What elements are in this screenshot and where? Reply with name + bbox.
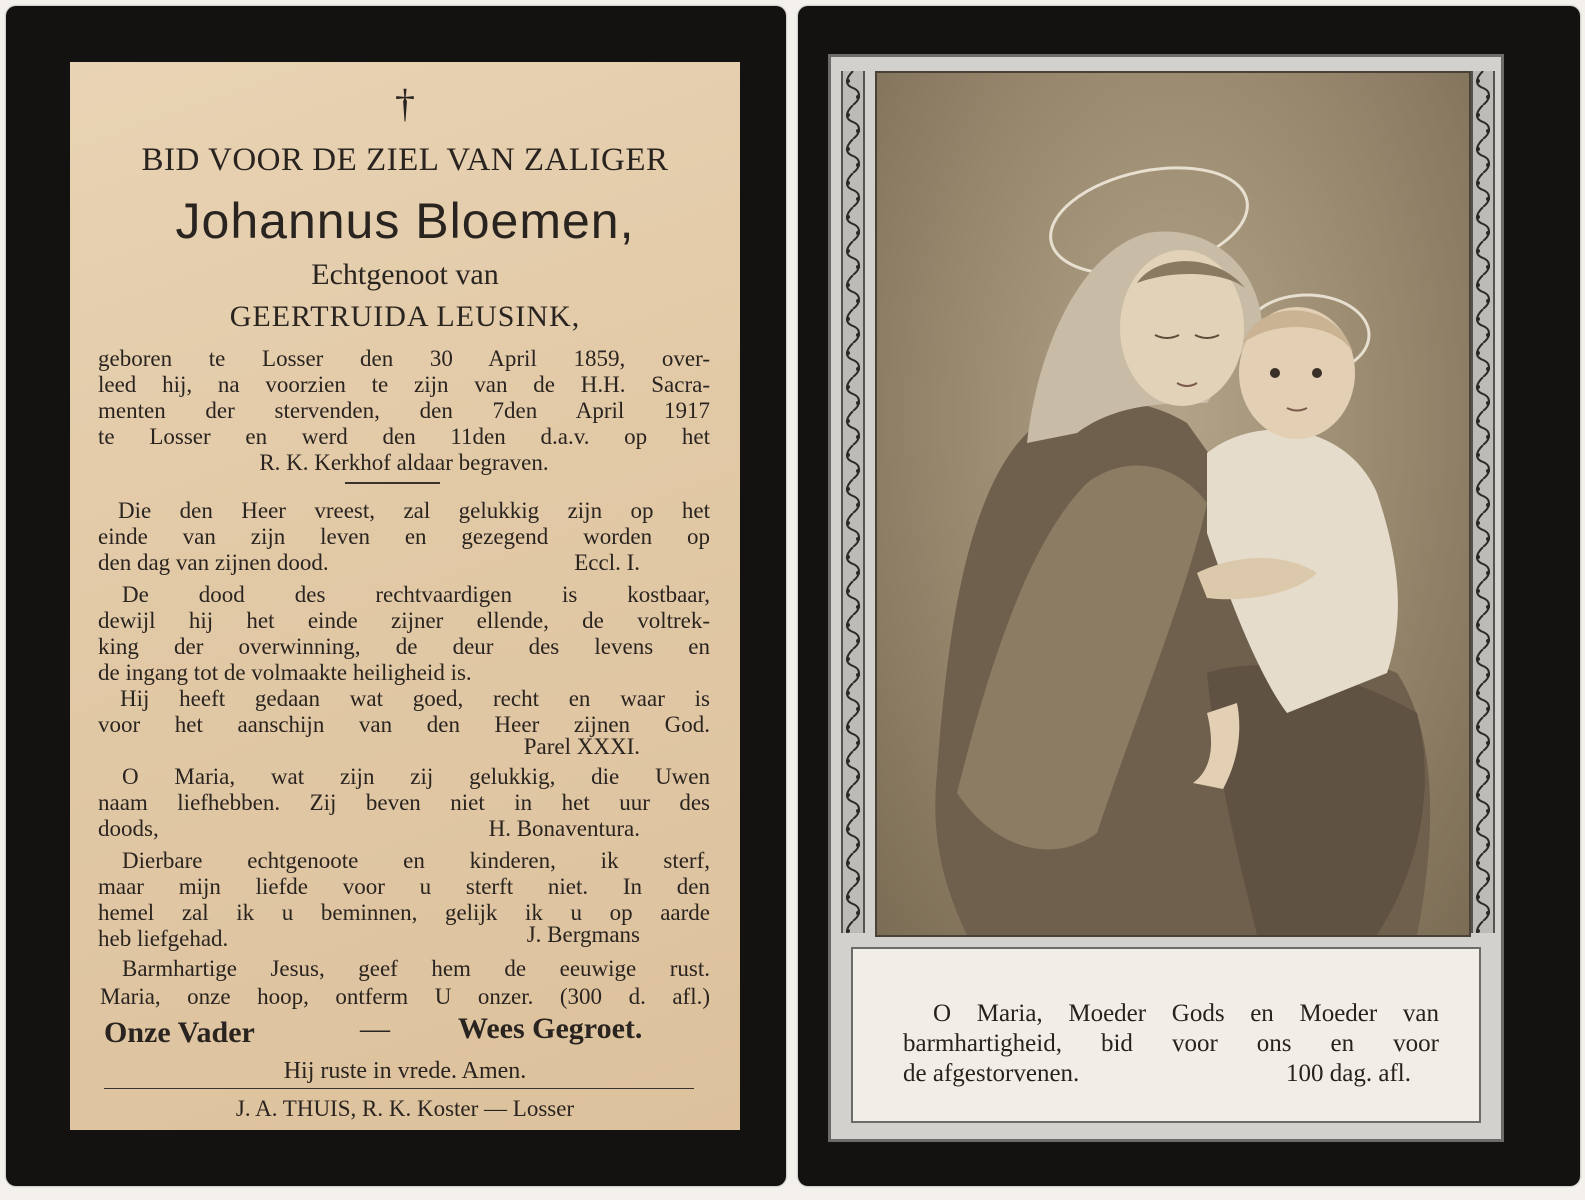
verse-line: De dood des rechtvaardigen is kostbaar, [122,582,710,607]
verse-line: Dierbare echtgenoote en kinderen, ik sterf, [122,848,710,873]
memorial-card-text-side [6,6,786,1186]
caption-line: barmhartigheid, bid voor ons en voor [903,1030,1439,1057]
verse-line: heb liefgehad. [98,926,229,951]
bio-line: menten der stervenden, den 7den April 1917 [98,398,710,423]
cross-icon: † [395,81,415,126]
madonna-illustration [877,73,1469,935]
prayer-heading: BID VOOR DE ZIEL VAN ZALIGER [141,142,669,178]
text-panel [70,62,740,1130]
spouse-name: GEERTRUIDA LEUSINK, [229,300,581,333]
verse-line: hemel zal ik u beminnen, gelijk ik u op aarde [98,900,710,925]
right-ornament-border [1471,71,1495,933]
verse-line: naam liefhebben. Zij beven niet in het uur des [98,790,710,815]
caption-line: O Maria, Moeder Gods en Moeder van [933,1000,1439,1027]
verse-line: Die den Heer vreest, zal gelukkig zijn op het [118,498,710,523]
verse-line: de ingang tot de volmaakte heiligheid is. [98,660,472,685]
short-divider [345,482,440,484]
verse-line: voor het aanschijn van den Heer zijnen God. [98,712,710,737]
vine-ornament-icon [843,71,863,933]
spouse-label: Echtgenoot van [311,258,499,291]
caption-line: de afgestorvenen. [903,1060,1080,1087]
verse-line: O Maria, wat zijn zij gelukkig, die Uwen [122,764,710,789]
separator-dash: — [360,1012,390,1045]
bio-line: R. K. Kerkhof aldaar begraven. [259,450,549,475]
printer-credit: J. A. THUIS, R. K. Koster — Losser [235,1096,575,1121]
verse-source: J. Bergmans [526,922,640,947]
hail-mary: Wees Gegroet. [458,1012,643,1045]
left-ornament-border [841,71,865,933]
memorial-card-image-side [798,6,1580,1186]
image-frame [828,54,1504,1142]
bio-line: te Losser en werd den 11den d.a.v. op het [98,424,710,449]
verse-source: H. Bonaventura. [488,816,640,841]
prayer-caption-box [851,947,1481,1123]
rest-in-peace: Hij ruste in vrede. Amen. [283,1058,527,1084]
verse-source: Eccl. I. [574,550,640,575]
closing-prayer: Maria, onze hoop, ontferm U onzer. (300 d. afl.) [100,984,710,1009]
verse-line: einde van zijn leven en gezegend worden op [98,524,710,549]
verse-line: dewijl hij het einde zijner ellende, de voltrek- [98,608,710,633]
verse-line: king der overwinning, de deur des levens en [98,634,710,659]
closing-prayer: Barmhartige Jesus, geef hem de eeuwige rust. [122,956,710,981]
indulgence-note: 100 dag. afl. [1286,1060,1411,1087]
verse-source: Parel XXXI. [523,734,640,759]
deceased-name: Johannus Bloemen, [175,193,635,249]
verse-line: Hij heeft gedaan wat goed, recht en waar is [120,686,710,711]
vine-ornament-icon [1473,71,1493,933]
madonna-and-child-image [875,71,1471,937]
bio-line: geboren te Losser den 30 April 1859, over- [98,346,710,371]
verse-line: maar mijn liefde voor u sterft niet. In den [98,874,710,899]
footer-divider [104,1088,694,1089]
verse-line: doods, [98,816,159,841]
bio-line: leed hij, na voorzien te zijn van de H.H. Sacra- [98,372,710,397]
our-father: Onze Vader [104,1016,255,1049]
verse-line: den dag van zijnen dood. [98,550,329,575]
